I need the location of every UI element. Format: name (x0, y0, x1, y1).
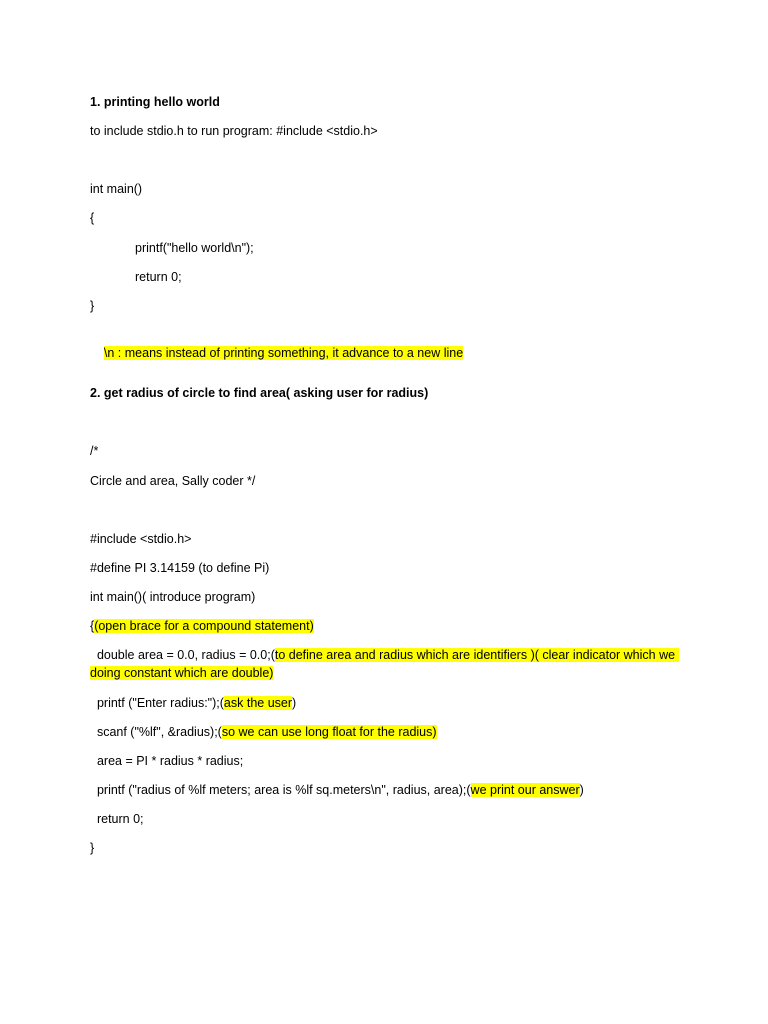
code-line: { (90, 211, 95, 225)
highlighted-note: so we can use long float for the radius) (221, 725, 437, 739)
highlighted-note: to define area and radius which are identifiers )( clear indicator which we doing constant which are double) (90, 648, 679, 680)
section1-note-line (90, 326, 680, 380)
code-line: return 0; (135, 270, 182, 284)
brace-open-line (90, 617, 680, 635)
code-text: ) (579, 783, 584, 797)
printf2-line (90, 781, 680, 799)
section2-heading: 2. get radius of circle to find area( asking user for radius) (90, 386, 429, 400)
brace-close: } (90, 841, 95, 855)
area-line: area = PI * radius * radius; (90, 754, 244, 768)
comment-open: /* (90, 444, 99, 458)
code-line: printf("hello world\n"); (135, 241, 254, 255)
return-line: return 0; (90, 812, 144, 826)
highlighted-note: we print our answer (470, 783, 580, 797)
double-line (90, 646, 680, 682)
section1-intro: to include stdio.h to run program: #include <stdio.h> (90, 124, 378, 138)
main-line: int main()( introduce program) (90, 590, 256, 604)
code-line: int main() (90, 182, 143, 196)
code-text: printf ("radius of %lf meters; area is %lf sq.meters\n", radius, area);( (90, 783, 471, 797)
comment-body: Circle and area, Sally coder */ (90, 474, 256, 488)
include-line: #include <stdio.h> (90, 532, 192, 546)
define-line: #define PI 3.14159 (to define Pi) (90, 561, 270, 575)
highlighted-note: \n : means instead of printing something, it advance to a new line (103, 346, 464, 360)
code-line: } (90, 299, 95, 313)
highlighted-note: (open brace for a compound statement) (94, 619, 314, 633)
brace-open: { (90, 619, 95, 633)
highlighted-note: ask the user (223, 696, 293, 710)
printf-line (90, 694, 680, 712)
scanf-line (90, 723, 680, 741)
code-text: scanf ("%lf", &radius);( (90, 725, 222, 739)
section1-heading: 1. printing hello world (90, 95, 220, 109)
code-text: printf ("Enter radius:");( (90, 696, 224, 710)
code-text: double area = 0.0, radius = 0.0;( (90, 648, 275, 662)
code-text: ) (292, 696, 297, 710)
